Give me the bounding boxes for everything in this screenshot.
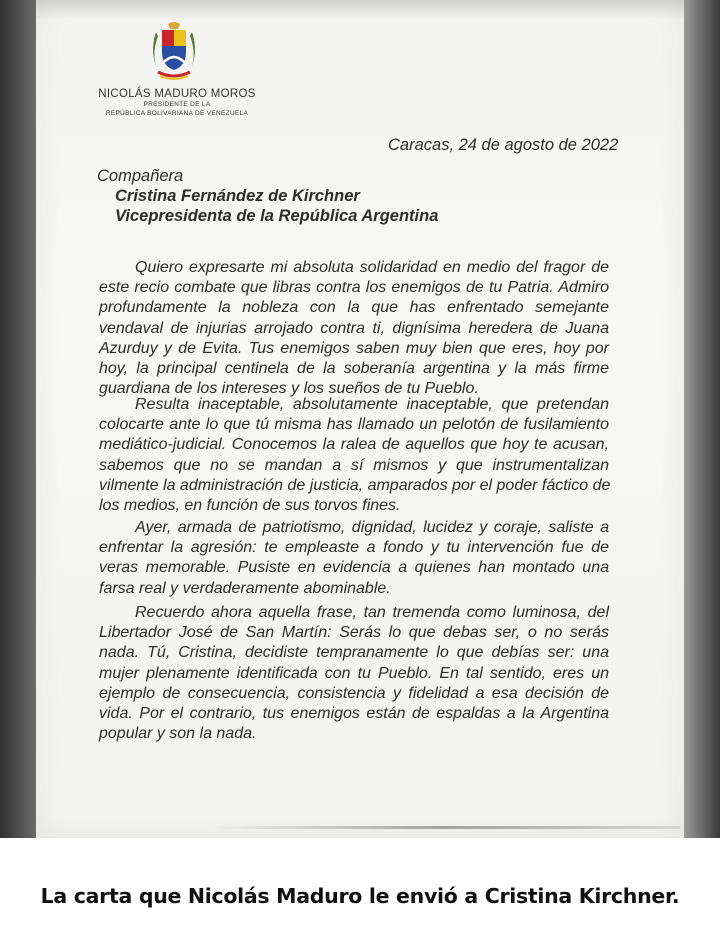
paragraph-line: profundamente la nobleza con la que has enfrentado semejante <box>99 299 609 317</box>
paragraph-line: popular y son la nada. <box>99 725 257 743</box>
paper-bottom-edge <box>210 826 680 829</box>
paragraph-line: mediático-judicial. Conocemos la ralea de aquellos que hoy te acusan, <box>99 436 609 454</box>
letter-paragraph-1 <box>99 258 609 399</box>
paragraph-line: ejemplo de consecuencia, consistencia y fidelidad a esa decisión de <box>99 684 609 702</box>
photo-right-edge <box>684 0 720 858</box>
paragraph-line: vilmente la administración de justicia, amparados por el poder fáctico de <box>99 476 611 494</box>
paragraph-line: colocarte ante lo que tú misma has llamado un pelotón de fusilamiento <box>99 416 609 434</box>
addressee-title: Vicepresidenta de la República Argentina <box>115 207 439 225</box>
paragraph-line: Resulta inaceptable, absolutamente inaceptable, que pretendan <box>135 396 609 413</box>
letterhead-name: NICOLÁS MADURO MOROS <box>98 88 256 100</box>
paragraph-line: Recuerdo ahora aquella frase, tan tremenda como luminosa, del <box>135 604 609 621</box>
paragraph-line: hoy, la principal centinela de la soberanía argentina y la más firme <box>99 360 609 378</box>
paragraph-line: vida. Por el contrario, tus enemigos están de espaldas a la Argentina <box>99 705 609 723</box>
paragraph-line: Libertador José de San Martín: Serás lo que debas ser, o no serás <box>99 624 609 642</box>
paragraph-line: veras memorable. Pusiste en evidencia a quienes han montado una <box>99 559 609 577</box>
letter-paragraph-3 <box>99 518 609 599</box>
paragraph-line: los medios, en función de sus torvos fines. <box>99 497 401 515</box>
paragraph-line: mujer plenamente identificada con tu Pueblo. En tal sentido, eres un <box>99 664 609 682</box>
salutation: Compañera <box>97 167 184 185</box>
paragraph-line: guardiana de los intereses y los sueños de tu Pueblo. <box>99 380 479 398</box>
paragraph-line: este recio combate que libras contra los enemigos de tu Patria. Admiro <box>99 279 609 297</box>
paper-top-shadow <box>36 0 684 20</box>
paragraph-line: Quiero expresarte mi absoluta solidaridad en medio del fragor de <box>135 259 609 276</box>
paragraph-line: farsa real y verdaderamente abominable. <box>99 579 391 597</box>
letterhead-title-line2: REPÚBLICA BOLIVARIANA DE VENEZUELA <box>105 110 249 117</box>
paragraph-line: enfrentar la agresión: te empleaste a fondo y tu intervención fue de <box>99 539 609 557</box>
letter-paragraph-4 <box>99 603 609 744</box>
letter-salutation-block <box>97 166 438 226</box>
letterhead-title-line1: PRESIDENTE DE LA <box>143 101 211 108</box>
image-caption: La carta que Nicolás Maduro le envió a Cristina Kirchner. <box>40 884 680 908</box>
paragraph-line: Azurduy y de Evita. Tus enemigos saben muy bien que eres, hoy por <box>99 339 609 357</box>
addressee-name: Cristina Fernández de Kirchner <box>115 187 360 205</box>
paragraph-line: Ayer, armada de patriotismo, dignidad, lucidez y coraje, saliste a <box>135 519 609 536</box>
letter-paragraph-2 <box>99 395 609 516</box>
paragraph-line: nada. Tú, Cristina, decidiste tempranamente lo que debías ser: una <box>99 644 609 662</box>
photo-bottom-edge <box>0 838 720 858</box>
paragraph-line: vendaval de injurias arrojado contra ti, dignísima heredera de Juana <box>99 319 609 337</box>
paragraph-line: sabemos que no se mandan a sí mismos y que instrumentalizan <box>99 456 609 474</box>
letter-date: Caracas, 24 de agosto de 2022 <box>388 136 619 154</box>
photo-left-edge <box>0 0 36 858</box>
letterhead <box>92 88 262 118</box>
coat-of-arms-icon <box>148 22 200 82</box>
